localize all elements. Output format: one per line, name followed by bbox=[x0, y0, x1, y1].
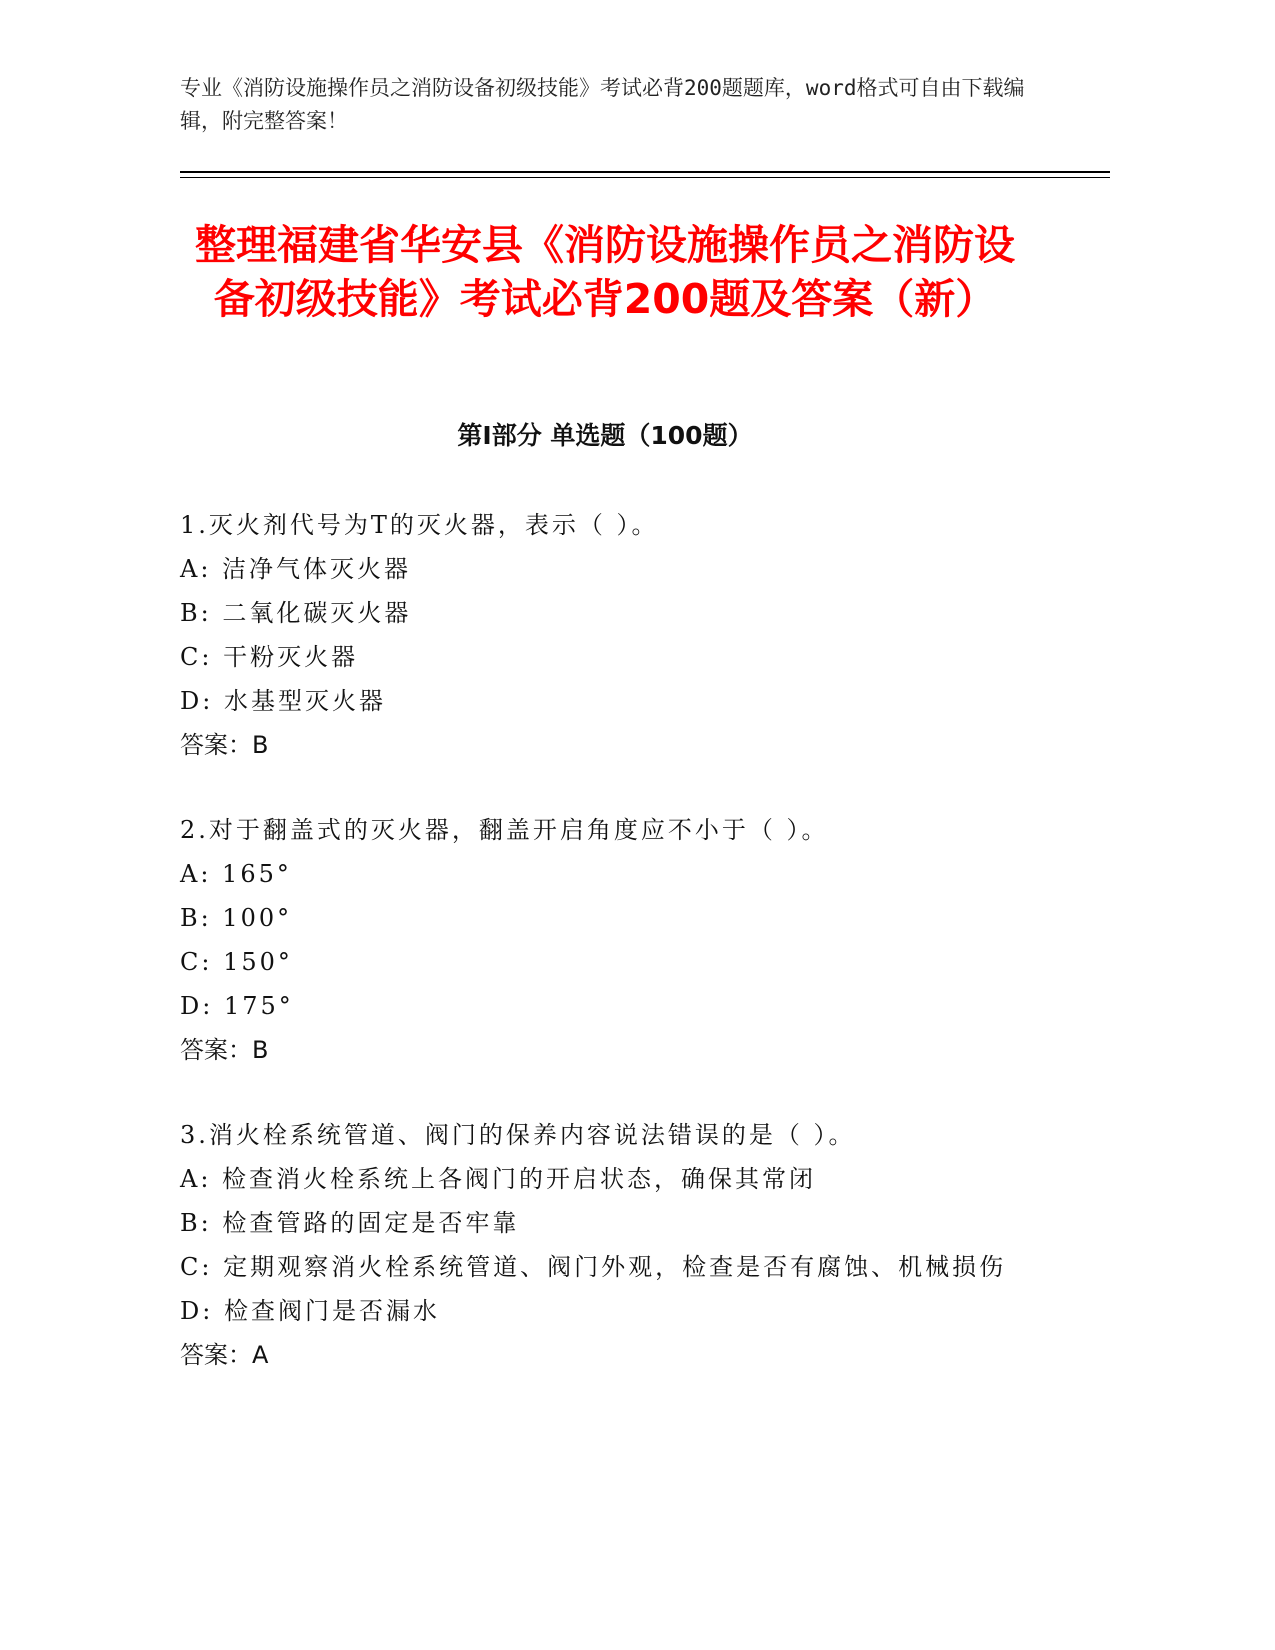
answer: 答案：A bbox=[180, 1341, 269, 1369]
option-b: B: 100° bbox=[180, 904, 293, 932]
header-divider-thin bbox=[180, 177, 1110, 178]
answer: 答案：B bbox=[180, 731, 269, 759]
option-c: C: 定期观察消火栓系统管道、阀门外观，检查是否有腐蚀、机械损伤 bbox=[180, 1253, 1007, 1281]
option-d: D: 175° bbox=[180, 992, 294, 1020]
section-title: 第I部分 单选题（100题） bbox=[457, 421, 753, 450]
question-2 bbox=[180, 808, 1080, 1072]
option-d: D: 检查阀门是否漏水 bbox=[180, 1297, 440, 1325]
option-d: D: 水基型灭火器 bbox=[180, 687, 386, 715]
option-c: C: 干粉灭火器 bbox=[180, 643, 359, 671]
header-note: 专业《消防设施操作员之消防设备初级技能》考试必背200题题库，word格式可自由下载编辑，附完整答案！ bbox=[180, 76, 1025, 133]
question-stem: 2.对于翻盖式的灭火器，翻盖开启角度应不小于（ ）。 bbox=[180, 816, 829, 844]
question-3 bbox=[180, 1113, 1080, 1377]
option-a: A: 洁净气体灭火器 bbox=[180, 555, 412, 583]
question-stem: 1.灭火剂代号为T的灭火器，表示（ ）。 bbox=[180, 511, 659, 539]
question-stem: 3.消火栓系统管道、阀门的保养内容说法错误的是（ ）。 bbox=[180, 1121, 856, 1149]
option-a: A: 165° bbox=[180, 860, 292, 888]
option-b: B: 检查管路的固定是否牢靠 bbox=[180, 1209, 520, 1237]
option-a: A: 检查消火栓系统上各阀门的开启状态，确保其常闭 bbox=[180, 1165, 817, 1193]
option-b: B: 二氧化碳灭火器 bbox=[180, 599, 412, 627]
question-1 bbox=[180, 503, 1080, 767]
answer: 答案：B bbox=[180, 1036, 269, 1064]
option-c: C: 150° bbox=[180, 948, 293, 976]
document-title: 整理福建省华安县《消防设施操作员之消防设备初级技能》考试必背200题及答案（新） bbox=[195, 221, 1015, 323]
header-divider-thick bbox=[180, 171, 1110, 173]
